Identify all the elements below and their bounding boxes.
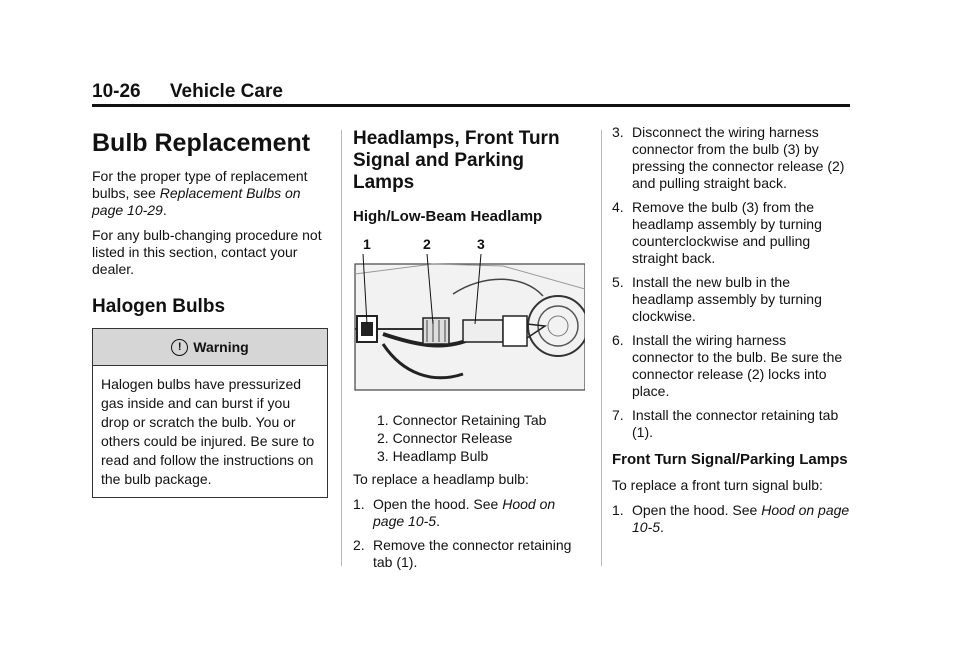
step-text: Install the wiring harness connector to the bulb. Be sure the connector release (2) locks into place. xyxy=(632,332,843,399)
steps-list-part2 xyxy=(612,124,850,441)
step-number: 1. xyxy=(353,496,365,512)
link-replacement-bulbs[interactable]: Replacement Bulbs on page 10-29 xyxy=(92,185,301,218)
steps-list-turn-signal xyxy=(612,502,850,536)
callout-3: 3 xyxy=(477,236,485,252)
dealer-paragraph: For any bulb-changing procedure not listed in this section, contact your dealer. xyxy=(92,227,322,277)
halogen-heading: Halogen Bulbs xyxy=(92,296,226,317)
page-header xyxy=(92,81,283,103)
step-7 xyxy=(612,407,850,441)
page-title: Bulb Replacement xyxy=(92,129,311,157)
step-text: Remove the connector retaining tab (1). xyxy=(373,537,572,570)
headlamp-illustration xyxy=(353,234,585,404)
section-title: Vehicle Care xyxy=(169,81,283,102)
step-number: 5. xyxy=(612,274,624,290)
step-6 xyxy=(612,332,850,400)
column-1 xyxy=(92,124,328,498)
figure-legend xyxy=(377,412,589,465)
legend-item: 1. Connector Retaining Tab xyxy=(377,412,547,428)
step-number: 7. xyxy=(612,407,624,423)
step-1-turn-signal xyxy=(612,502,850,536)
step-1 xyxy=(353,496,589,530)
step-4 xyxy=(612,199,850,267)
replace-intro: To replace a headlamp bulb: xyxy=(353,471,529,487)
legend-item: 2. Connector Release xyxy=(377,430,513,446)
column-divider-1 xyxy=(341,130,342,566)
headlamps-heading: Headlamps, Front Turn Signal and Parking Lamps xyxy=(353,128,560,193)
intro-text: For the proper type of replacement bulbs, see xyxy=(92,168,308,201)
step-1-text: Open the hood. See xyxy=(373,496,503,512)
step-number: 6. xyxy=(612,332,624,348)
column-divider-2 xyxy=(601,130,602,566)
warning-circle-icon: ! xyxy=(171,339,188,356)
step-number: 1. xyxy=(612,502,624,518)
warning-box xyxy=(92,328,328,498)
headlamp-figure xyxy=(353,234,585,404)
step-number: 2. xyxy=(353,537,365,553)
callout-1: 1 xyxy=(363,236,371,252)
intro-end: . xyxy=(162,202,167,218)
steps-list-part1 xyxy=(353,496,589,571)
step-text: Disconnect the wiring harness connector from the bulb (3) by pressing the connector release (2) and pulling straight back. xyxy=(632,124,845,191)
legend-item: 3. Headlamp Bulb xyxy=(377,448,489,464)
link-hood[interactable]: Hood on page 10-5 xyxy=(632,502,850,535)
step-number: 3. xyxy=(612,124,624,140)
step-text: Install the new bulb in the headlamp assembly by turning clockwise. xyxy=(632,274,822,324)
turn-signal-intro: To replace a front turn signal bulb: xyxy=(612,477,823,493)
step-number: 4. xyxy=(612,199,624,215)
step-1-text: Open the hood. See xyxy=(632,502,762,518)
step-1-end: . xyxy=(660,519,664,535)
column-3 xyxy=(612,124,850,543)
step-2 xyxy=(353,537,589,571)
link-hood[interactable]: Hood on page 10-5 xyxy=(373,496,556,529)
step-5 xyxy=(612,274,850,325)
warning-title: Warning xyxy=(193,338,249,355)
column-2 xyxy=(353,124,589,578)
step-3 xyxy=(612,124,850,192)
step-1-end: . xyxy=(436,513,440,529)
step-text xyxy=(632,502,850,536)
warning-header xyxy=(93,329,327,366)
page-number: 10-26 xyxy=(92,81,141,102)
callout-2: 2 xyxy=(423,236,431,252)
step-text xyxy=(373,496,589,530)
turn-signal-subheading: Front Turn Signal/Parking Lamps xyxy=(612,451,848,468)
high-low-beam-subheading: High/Low-Beam Headlamp xyxy=(353,208,543,225)
warning-text: Halogen bulbs have pressurized gas inside and can burst if you drop or scratch the bulb. You or others could be injured. Be sure to read and follow the instructions on the bulb package. xyxy=(101,376,315,487)
intro-paragraph xyxy=(92,168,328,219)
header-rule xyxy=(92,104,850,107)
step-text: Remove the bulb (3) from the headlamp assembly by turning counterclockwise and pulling straight back. xyxy=(632,199,822,266)
step-text: Install the connector retaining tab (1). xyxy=(632,407,839,440)
